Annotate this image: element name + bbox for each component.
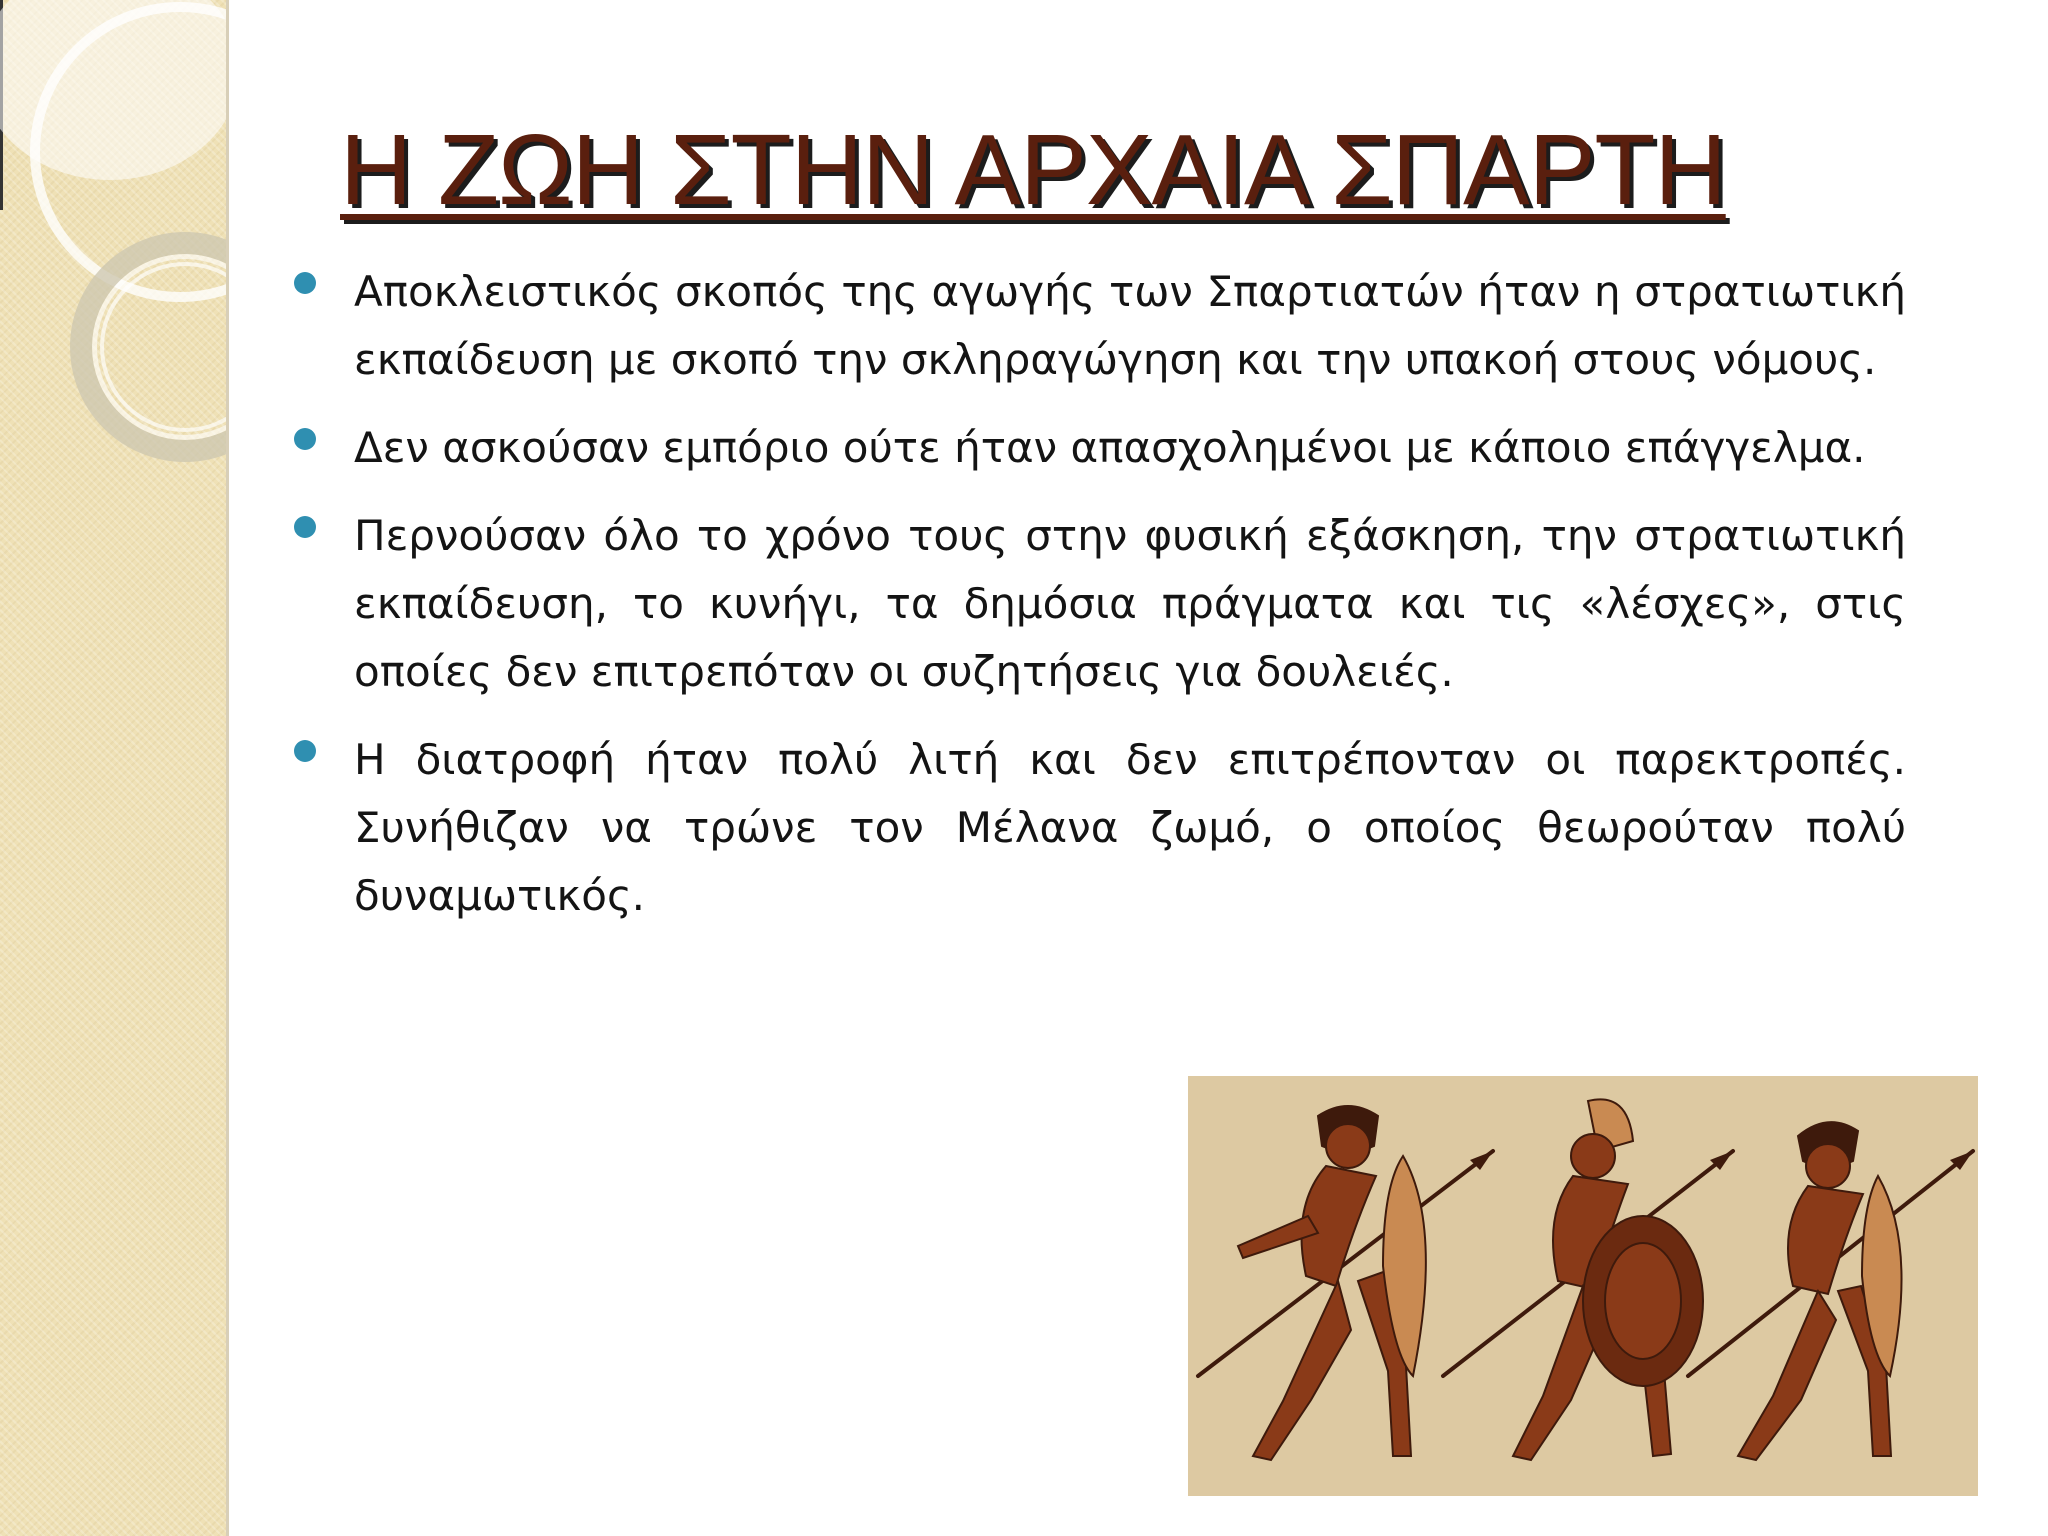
bullet-text: Η διατροφή ήταν πολύ λιτή και δεν επιτρέπονταν οι παρεκτροπές. Συνήθιζαν να τρώνε τον Μέλανα ζωμό, ο οποίος θεωρούταν πολύ δυναμωτικός. bbox=[354, 735, 1906, 920]
bullet-item bbox=[290, 502, 1906, 706]
sidebar-edge bbox=[226, 0, 229, 1536]
warrior-figure bbox=[1738, 1122, 1902, 1460]
bullet-text: Δεν ασκούσαν εμπόριο ούτε ήταν απασχολημένοι με κάποιο επάγγελμα. bbox=[354, 423, 1866, 472]
bullet-list bbox=[290, 258, 1906, 950]
spartan-warriors-icon bbox=[1188, 1076, 1978, 1496]
bullet-icon bbox=[294, 516, 316, 538]
bullet-item bbox=[290, 258, 1906, 394]
bullet-item bbox=[290, 414, 1906, 482]
warrior-figure bbox=[1238, 1106, 1426, 1460]
bullet-text: Περνούσαν όλο το χρόνο τους στην φυσική εξάσκηση, την στρατιωτική εκπαίδευση, το κυνήγι, τα δημόσια πράγματα και τις «λέσχες», στις οποίες δεν επιτρεπόταν οι συζητήσεις για δουλειές. bbox=[354, 511, 1906, 696]
bullet-icon bbox=[294, 428, 316, 450]
slide-title: Η ΖΩΗ ΣΤΗΝ ΑΡΧΑΙΑ ΣΠΑΡΤΗ bbox=[340, 114, 1726, 226]
bullet-icon bbox=[294, 272, 316, 294]
bullet-icon bbox=[294, 740, 316, 762]
decorative-sidebar bbox=[0, 0, 228, 1536]
warrior-figure bbox=[1513, 1099, 1703, 1460]
bullet-text: Αποκλειστικός σκοπός της αγωγής των Σπαρτιατών ήταν η στρατιωτική εκπαίδευση με σκοπό την σκληραγώγηση και την υπακοή στους νόμους. bbox=[354, 267, 1906, 384]
bullet-item bbox=[290, 726, 1906, 930]
spartan-warriors-image bbox=[1188, 1076, 1978, 1496]
